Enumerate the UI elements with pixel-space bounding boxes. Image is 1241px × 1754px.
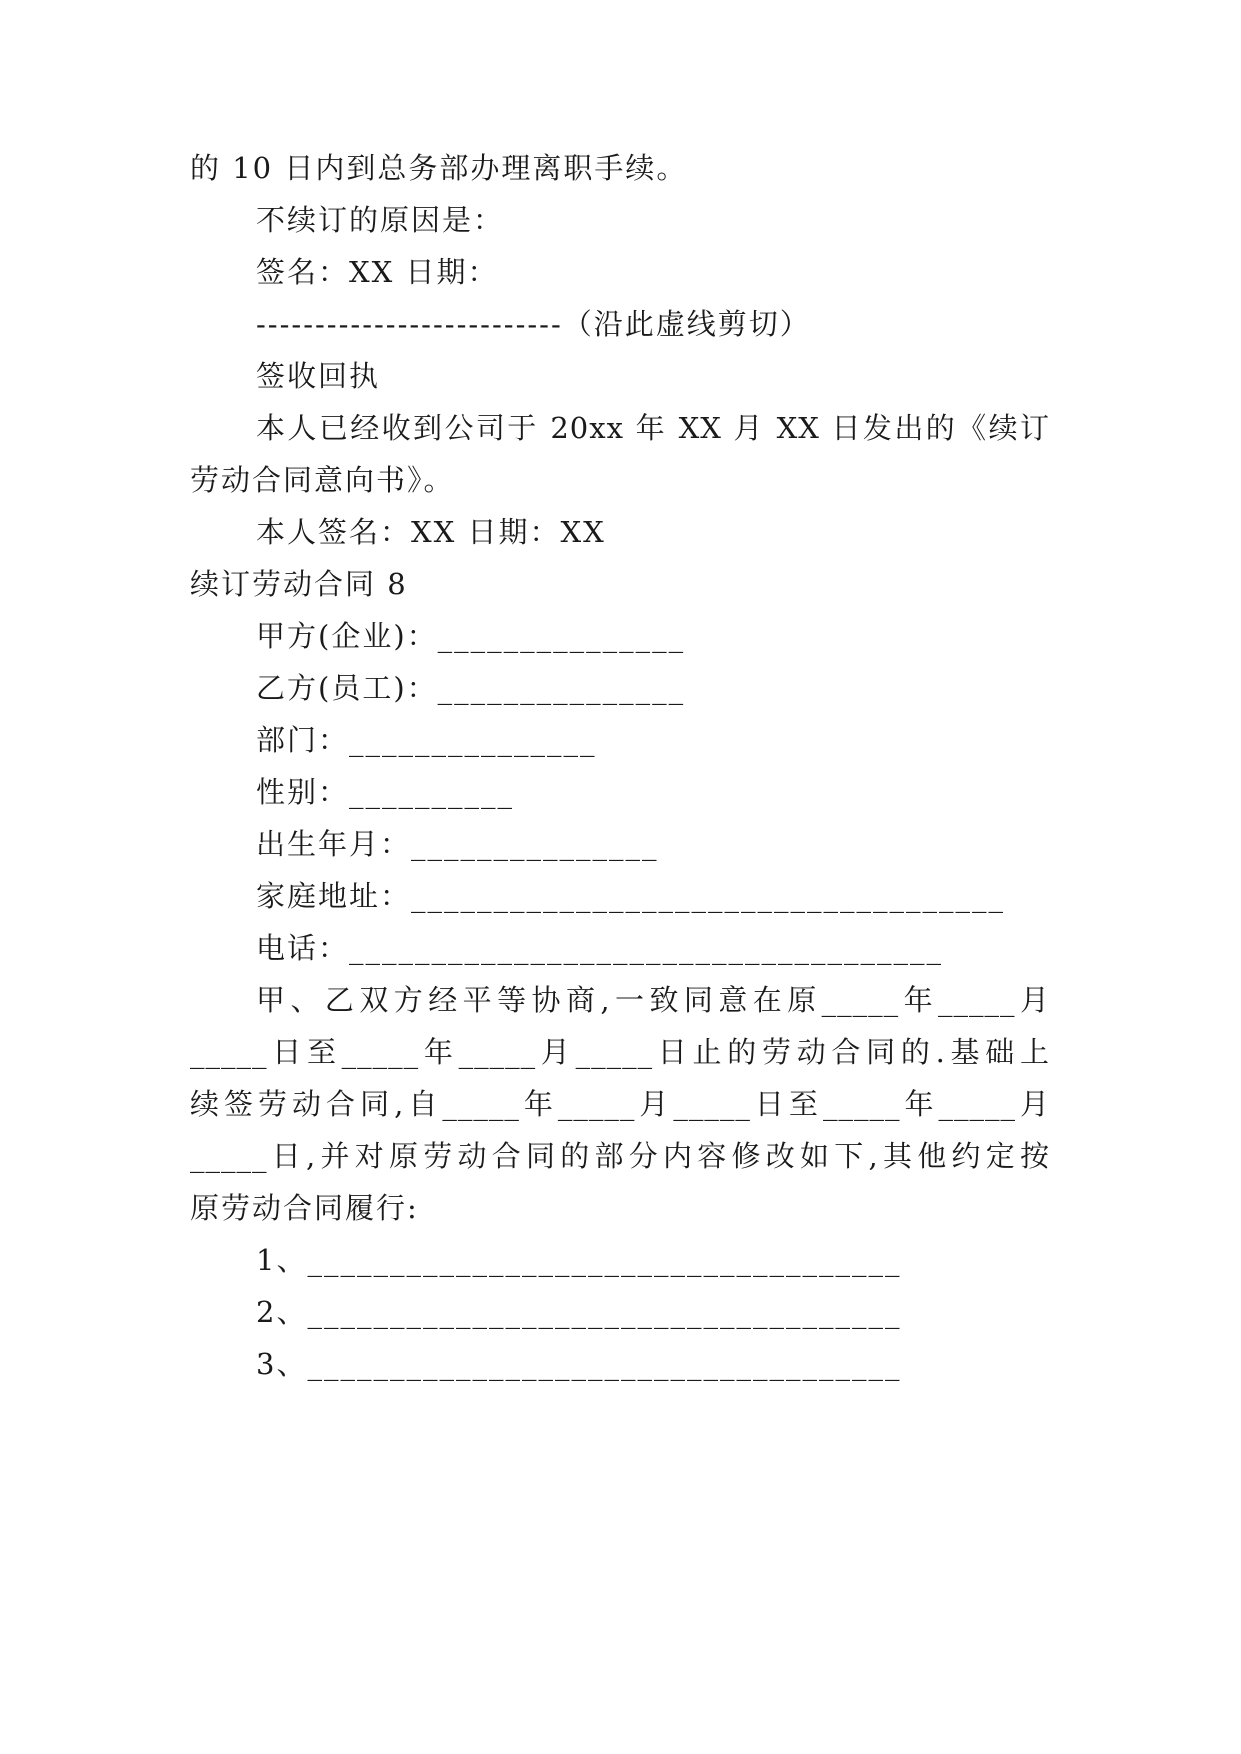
signature-date-line: 本人签名：XX 日期：XX	[256, 515, 606, 549]
section-title: 续订劳动合同 8	[190, 567, 408, 601]
field-birth-date: 出生年月：_______________	[256, 827, 659, 861]
text-line: 劳动合同意向书》。	[190, 463, 455, 497]
paragraph-line: 原劳动合同履行:	[190, 1191, 419, 1225]
signature-date-line: 签名：XX 日期：	[256, 255, 499, 289]
cut-line: --------------------------（沿此虚线剪切）	[256, 307, 811, 341]
paragraph-line: _____日,并对原劳动合同的部分内容修改如下,其他约定按	[190, 1139, 1050, 1173]
paragraph-line: _____日至_____年_____月_____日止的劳动合同的.基础上	[190, 1035, 1050, 1069]
paragraph-line: 续签劳动合同,自_____年_____月_____日至_____年_____月	[190, 1087, 1050, 1121]
field-phone: 电话：____________________________________	[256, 931, 944, 965]
field-department: 部门：_______________	[256, 723, 597, 757]
text-line: 不续订的原因是：	[256, 203, 505, 237]
list-item: 2、____________________________________	[256, 1295, 902, 1329]
list-item: 3、____________________________________	[256, 1347, 902, 1381]
field-gender: 性别：__________	[256, 775, 515, 809]
field-party-a: 甲方(企业)：_______________	[256, 619, 686, 653]
list-item: 1、____________________________________	[256, 1243, 902, 1277]
field-home-address: 家庭地址：____________________________________	[256, 879, 1006, 913]
paragraph-line: 甲、乙双方经平等协商,一致同意在原_____年_____月	[256, 983, 1050, 1017]
receipt-title: 签收回执	[256, 359, 381, 393]
field-party-b: 乙方(员工)：_______________	[256, 671, 686, 705]
text-line: 本人已经收到公司于 20xx 年 XX 月 XX 日发出的《续订	[256, 411, 1050, 445]
text-line: 的 10 日内到总务部办理离职手续。	[190, 151, 688, 185]
